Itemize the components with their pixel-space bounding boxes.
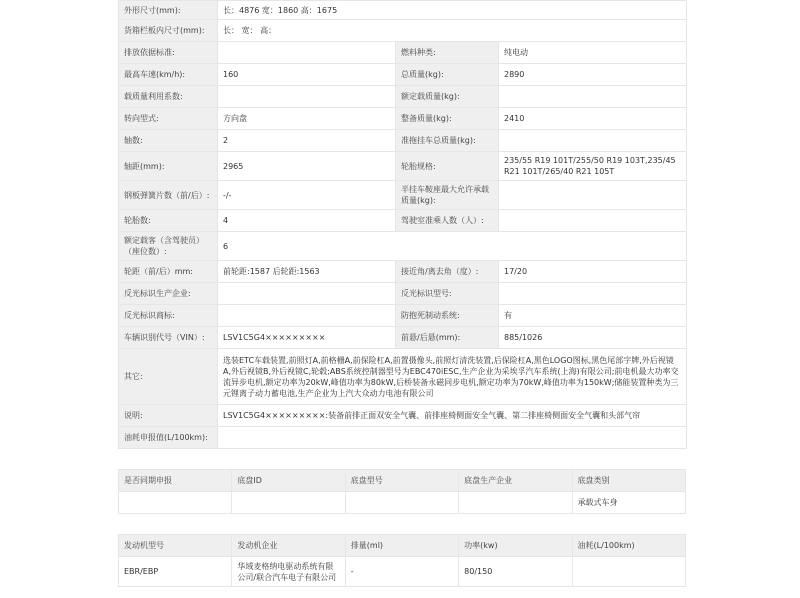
spec-label: 钢板弹簧片数（前/后）: (119, 181, 218, 210)
spec-label: 轮胎规格: (396, 152, 499, 181)
table-row (119, 557, 686, 587)
section-gap (118, 514, 686, 534)
spec-label: 轴距(mm): (119, 152, 218, 181)
engine-table (118, 534, 686, 587)
spec-label: 接近角/离去角（度）: (396, 261, 499, 283)
spec-label: 轮距（前/后）mm: (119, 261, 218, 283)
table-cell: 承载式车身 (572, 492, 685, 514)
spec-value (499, 181, 687, 210)
chassis-table (118, 469, 686, 514)
spec-value: LSV1C5G4××××××××× (218, 327, 396, 349)
table-cell (459, 492, 572, 514)
column-header: 底盘生产企业 (459, 470, 572, 492)
table-row (119, 492, 686, 514)
spec-table (118, 0, 687, 449)
spec-row (119, 305, 687, 327)
table-cell: - (345, 557, 458, 587)
column-header: 底盘型号 (345, 470, 458, 492)
table-cell (232, 492, 345, 514)
table-cell (119, 492, 232, 514)
spec-label: 总质量(kg): (396, 64, 499, 86)
spec-label: 轮胎数: (119, 210, 218, 232)
column-header: 是否同期申报 (119, 470, 232, 492)
column-header: 底盘ID (232, 470, 345, 492)
spec-value (218, 86, 396, 108)
spec-label: 驾驶室准乘人数（人）: (396, 210, 499, 232)
spec-label: 整备质量(kg): (396, 108, 499, 130)
spec-row (119, 20, 687, 42)
table-header-row (119, 535, 686, 557)
spec-label: 车辆识别代号（VIN）: (119, 327, 218, 349)
spec-value (499, 86, 687, 108)
spec-row (119, 349, 687, 405)
column-header: 油耗(L/100km) (572, 535, 685, 557)
spec-label: 载质量利用系数: (119, 86, 218, 108)
spec-row (119, 283, 687, 305)
column-header: 发动机型号 (119, 535, 232, 557)
vehicle-spec-sheet (118, 0, 686, 587)
spec-label: 货箱栏板内尺寸(mm): (119, 20, 218, 42)
spec-row (119, 210, 687, 232)
spec-value: 前轮距:1587 后轮距:1563 (218, 261, 396, 283)
spec-label: 排放依据标准: (119, 42, 218, 64)
spec-value (499, 130, 687, 152)
spec-label: 防抱死制动系统: (396, 305, 499, 327)
spec-value: 235/55 R19 101T/255/50 R19 103T,235/45 R21 101T/265/40 R21 105T (499, 152, 687, 181)
spec-label: 半挂车鞍座最大允许承载质量(kg): (396, 181, 499, 210)
spec-value (218, 427, 687, 449)
spec-value: 纯电动 (499, 42, 687, 64)
spec-value: 有 (499, 305, 687, 327)
spec-label: 额定载客（含驾驶员）（座位数）: (119, 232, 218, 261)
column-header: 排量(ml) (345, 535, 458, 557)
spec-row (119, 405, 687, 427)
spec-label: 反光标识商标: (119, 305, 218, 327)
spec-value: LSV1C5G4×××××××××:装备前排正面双安全气囊、前排座椅侧面安全气囊、第二排座椅侧面安全气囊和头部气帘 (218, 405, 687, 427)
spec-row (119, 427, 687, 449)
spec-row (119, 327, 687, 349)
spec-value: 2410 (499, 108, 687, 130)
spec-value: 160 (218, 64, 396, 86)
column-header: 底盘类别 (572, 470, 685, 492)
spec-label: 最高车速(km/h): (119, 64, 218, 86)
spec-label: 油耗申报值(L/100km): (119, 427, 218, 449)
spec-value: 2 (218, 130, 396, 152)
table-cell (345, 492, 458, 514)
column-header: 功率(kw) (459, 535, 572, 557)
table-cell: 华域麦格纳电驱动系统有限公司/联合汽车电子有限公司 (232, 557, 345, 587)
section-gap (118, 449, 686, 469)
spec-label: 反光标识生产企业: (119, 283, 218, 305)
spec-value: 长：4876 宽：1860 高：1675 (218, 1, 687, 20)
spec-value (218, 305, 396, 327)
spec-row (119, 232, 687, 261)
spec-label: 外形尺寸(mm): (119, 1, 218, 20)
table-header-row (119, 470, 686, 492)
spec-row (119, 152, 687, 181)
spec-row (119, 42, 687, 64)
table-cell (572, 557, 685, 587)
spec-value: -/- (218, 181, 396, 210)
spec-value: 选装ETC车载装置,前照灯A,前格栅A,前保险杠A,前置摄像头,前照灯清洗装置,后保险杠A,黑色LOGO图标,黑色尾部字牌,外后视镜A,外后视镜B,外后视镜C,轮毂;ABS系统控制器型号为EBC470iESC,生产企业为采埃孚汽车系统(上海)有限公司;前电机最大功率交流异步电机,额定功率为20kW,峰值功率为80kW,后桥装备永磁同步电机,额定功率为70kW,峰值功率为150kW;储能装置种类为三元锂离子动力蓄电池,生产企业为上汽大众动力电池有限公司 (218, 349, 687, 405)
spec-label: 说明: (119, 405, 218, 427)
spec-label: 燃料种类: (396, 42, 499, 64)
spec-row (119, 1, 687, 20)
spec-row (119, 261, 687, 283)
spec-value: 885/1026 (499, 327, 687, 349)
spec-value: 6 (218, 232, 687, 261)
spec-row (119, 181, 687, 210)
spec-value: 长： 宽： 高： (218, 20, 687, 42)
spec-value: 2965 (218, 152, 396, 181)
spec-value: 17/20 (499, 261, 687, 283)
column-header: 发动机企业 (232, 535, 345, 557)
spec-value (218, 283, 396, 305)
spec-value (218, 42, 396, 64)
spec-value: 2890 (499, 64, 687, 86)
spec-row (119, 130, 687, 152)
spec-label: 额定载质量(kg): (396, 86, 499, 108)
spec-label: 反光标识型号: (396, 283, 499, 305)
spec-label: 转向型式: (119, 108, 218, 130)
spec-label: 轴数: (119, 130, 218, 152)
spec-value (499, 283, 687, 305)
spec-value: 4 (218, 210, 396, 232)
spec-label: 前悬/后悬(mm): (396, 327, 499, 349)
spec-label: 准拖挂车总质量(kg): (396, 130, 499, 152)
spec-label: 其它: (119, 349, 218, 405)
spec-row (119, 86, 687, 108)
table-cell: EBR/EBP (119, 557, 232, 587)
spec-row (119, 108, 687, 130)
table-cell: 80/150 (459, 557, 572, 587)
spec-row (119, 64, 687, 86)
spec-value (499, 210, 687, 232)
spec-value: 方向盘 (218, 108, 396, 130)
